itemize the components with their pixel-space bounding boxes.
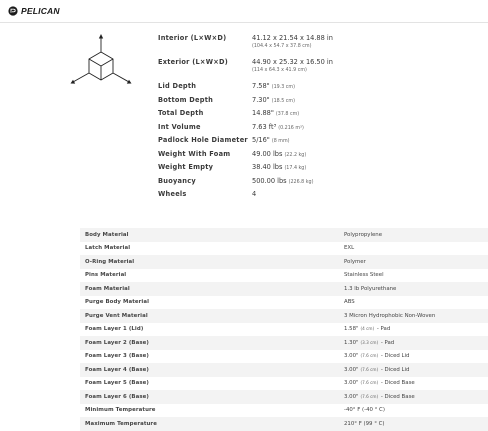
spec-value-text: 5/16"	[252, 136, 270, 144]
table-row-value-text: 3.00"	[344, 393, 359, 400]
spec-value-metric: (17.4 kg)	[284, 166, 307, 171]
table-row-value	[344, 353, 409, 359]
table-row-value-text: 3.00"	[344, 380, 359, 386]
table-row-label: Maximum Temperature	[85, 420, 157, 427]
table-row-value-text: 1.30"	[344, 339, 359, 346]
table-row-value	[344, 326, 390, 332]
spec-value	[252, 177, 313, 185]
spec-label: Wheels	[158, 190, 187, 198]
table-row-value-text: 1.3 lb Polyurethane	[344, 285, 397, 292]
table-row-value	[344, 259, 366, 265]
spec-value	[252, 150, 306, 158]
table-row	[80, 377, 488, 391]
table-row-value-text: 3 Micron Hydrophobic Non-Woven	[344, 312, 436, 319]
table-row-value-metric: (7.6 cm)	[360, 380, 379, 385]
spec-value-text: 7.30"	[252, 96, 270, 104]
spec-value-metric: (0.216 m³)	[278, 126, 304, 131]
spec-value	[252, 82, 295, 90]
table-row-label: Pins Material	[85, 272, 127, 278]
table-row-value-text: 1.58"	[344, 326, 359, 332]
table-row-label: O-Ring Material	[85, 258, 135, 265]
spec-value-text: 14.88"	[252, 109, 274, 117]
spec-value-metric: (226.8 kg)	[288, 180, 314, 185]
spec-value-text: 7.58"	[252, 82, 270, 90]
spec-value-text: 500.00 lbs	[252, 177, 287, 185]
spec-value	[252, 123, 304, 131]
table-row-value-suffix: - Diced Base	[379, 393, 415, 400]
table-row-value-suffix: - Diced Lid	[379, 366, 410, 373]
spec-value-metric: (22.2 kg)	[284, 153, 307, 158]
pelican-logo[interactable]	[8, 6, 60, 16]
table-row	[80, 404, 488, 418]
spec-value-metric: (19.3 cm)	[271, 85, 295, 90]
table-row-label: Minimum Temperature	[85, 407, 156, 413]
spec-label: Exterior (L×W×D)	[158, 58, 228, 66]
spec-value-metric: (18.5 cm)	[271, 99, 295, 104]
table-row	[80, 309, 488, 323]
table-row-value	[344, 367, 409, 373]
table-row-value-text: Polypropylene	[344, 231, 383, 238]
table-row-label: Body Material	[85, 231, 129, 238]
spec-value	[252, 190, 256, 198]
table-row	[80, 390, 488, 404]
brand-name: PELICAN	[21, 6, 60, 16]
table-row	[80, 242, 488, 256]
table-row-value-metric: (7.6 cm)	[360, 366, 379, 372]
table-row-value-text: 210° F (99 ° C)	[344, 420, 385, 427]
table-row-label: Foam Layer 4 (Base)	[85, 366, 149, 373]
spec-label: Bottom Depth	[158, 96, 214, 104]
table-row-value-suffix: - Pad	[375, 326, 391, 332]
table-row-label: Purge Body Material	[85, 299, 150, 305]
table-row-value	[344, 380, 415, 386]
spec-label: Weight With Foam	[158, 150, 231, 158]
table-row-value	[344, 421, 384, 427]
table-row-label: Foam Material	[85, 285, 130, 292]
spec-label: Interior (L×W×D)	[158, 34, 227, 42]
spec-value-metric: (104.4 x 54.7 x 37.8 cm)	[252, 44, 312, 49]
spec-value-metric: (37.8 cm)	[275, 112, 300, 117]
table-row-value	[344, 340, 394, 346]
table-row-value-text: -40° F (-40 ° C)	[344, 407, 385, 413]
table-row-value	[344, 232, 382, 238]
table-row-value-text: ABS	[344, 299, 355, 305]
table-row	[80, 282, 488, 296]
table-row-label: Foam Layer 2 (Base)	[85, 339, 149, 346]
table-row-value-metric: (7.6 cm)	[360, 353, 379, 358]
table-row	[80, 350, 488, 364]
table-row-value	[344, 407, 385, 413]
site-header	[0, 0, 488, 23]
table-row-value-suffix: - Diced Base	[379, 380, 415, 386]
spec-value	[252, 58, 333, 73]
spec-value-text: 49.00 lbs	[252, 150, 283, 158]
spec-label: Int Volume	[158, 123, 201, 131]
table-row	[80, 296, 488, 310]
spec-value-text: 4	[252, 190, 257, 198]
table-row	[80, 417, 488, 431]
table-row-label: Foam Layer 5 (Base)	[85, 380, 149, 386]
spec-value-text: 44.90 x 25.32 x 16.50 in	[252, 58, 333, 66]
table-row-label: Foam Layer 6 (Base)	[85, 393, 149, 400]
table-row	[80, 336, 488, 350]
table-row	[80, 363, 488, 377]
spec-label: Total Depth	[158, 109, 204, 117]
table-row	[80, 269, 488, 283]
table-row-value-text: Stainless Steel	[344, 272, 384, 278]
spec-value	[252, 34, 333, 49]
table-row-value	[344, 272, 384, 278]
spec-value	[252, 136, 290, 144]
table-row-value-text: 3.00"	[344, 366, 359, 373]
table-row-label: Purge Vent Material	[85, 312, 148, 319]
table-row	[80, 228, 488, 242]
spec-value-text: 38.40 lbs	[252, 163, 283, 171]
spec-value-text: 41.12 x 21.54 x 14.88 in	[252, 34, 333, 42]
spec-value-text: 7.63 ft³	[252, 123, 277, 131]
pelican-logo-icon	[8, 6, 18, 16]
spec-value	[252, 109, 299, 117]
table-row-value	[344, 313, 435, 319]
table-row-value-suffix: - Pad	[379, 339, 395, 346]
table-row	[80, 255, 488, 269]
table-row-value-suffix: - Diced Lid	[379, 353, 410, 359]
table-row-value	[344, 245, 354, 251]
table-row-value	[344, 394, 415, 400]
table-row-value	[344, 286, 396, 292]
table-row-value-metric: (3.3 cm)	[360, 339, 379, 345]
table-row-value-text: EXL	[344, 245, 355, 251]
spec-label: Weight Empty	[158, 163, 214, 171]
spec-value-metric: (8 mm)	[271, 139, 290, 144]
table-row-value	[344, 299, 355, 305]
table-row-label: Foam Layer 3 (Base)	[85, 353, 149, 359]
table-row-label: Latch Material	[85, 245, 131, 251]
cube-dimensions-icon	[68, 32, 134, 98]
spec-value	[252, 96, 295, 104]
spec-label: Lid Depth	[158, 82, 197, 90]
table-row-value-text: Polymer	[344, 258, 366, 265]
table-row-value-metric: (4 cm)	[360, 326, 375, 331]
table-row-label: Foam Layer 1 (Lid)	[85, 326, 144, 332]
table-row	[80, 323, 488, 337]
spec-value-metric: (114 x 64.3 x 41.9 cm)	[252, 68, 307, 73]
spec-value	[252, 163, 306, 171]
spec-label: Buoyancy	[158, 177, 196, 185]
spec-label: Padlock Hole Diameter	[158, 136, 248, 144]
table-row-value-text: 3.00"	[344, 353, 359, 359]
table-row-value-metric: (7.6 cm)	[360, 393, 379, 399]
